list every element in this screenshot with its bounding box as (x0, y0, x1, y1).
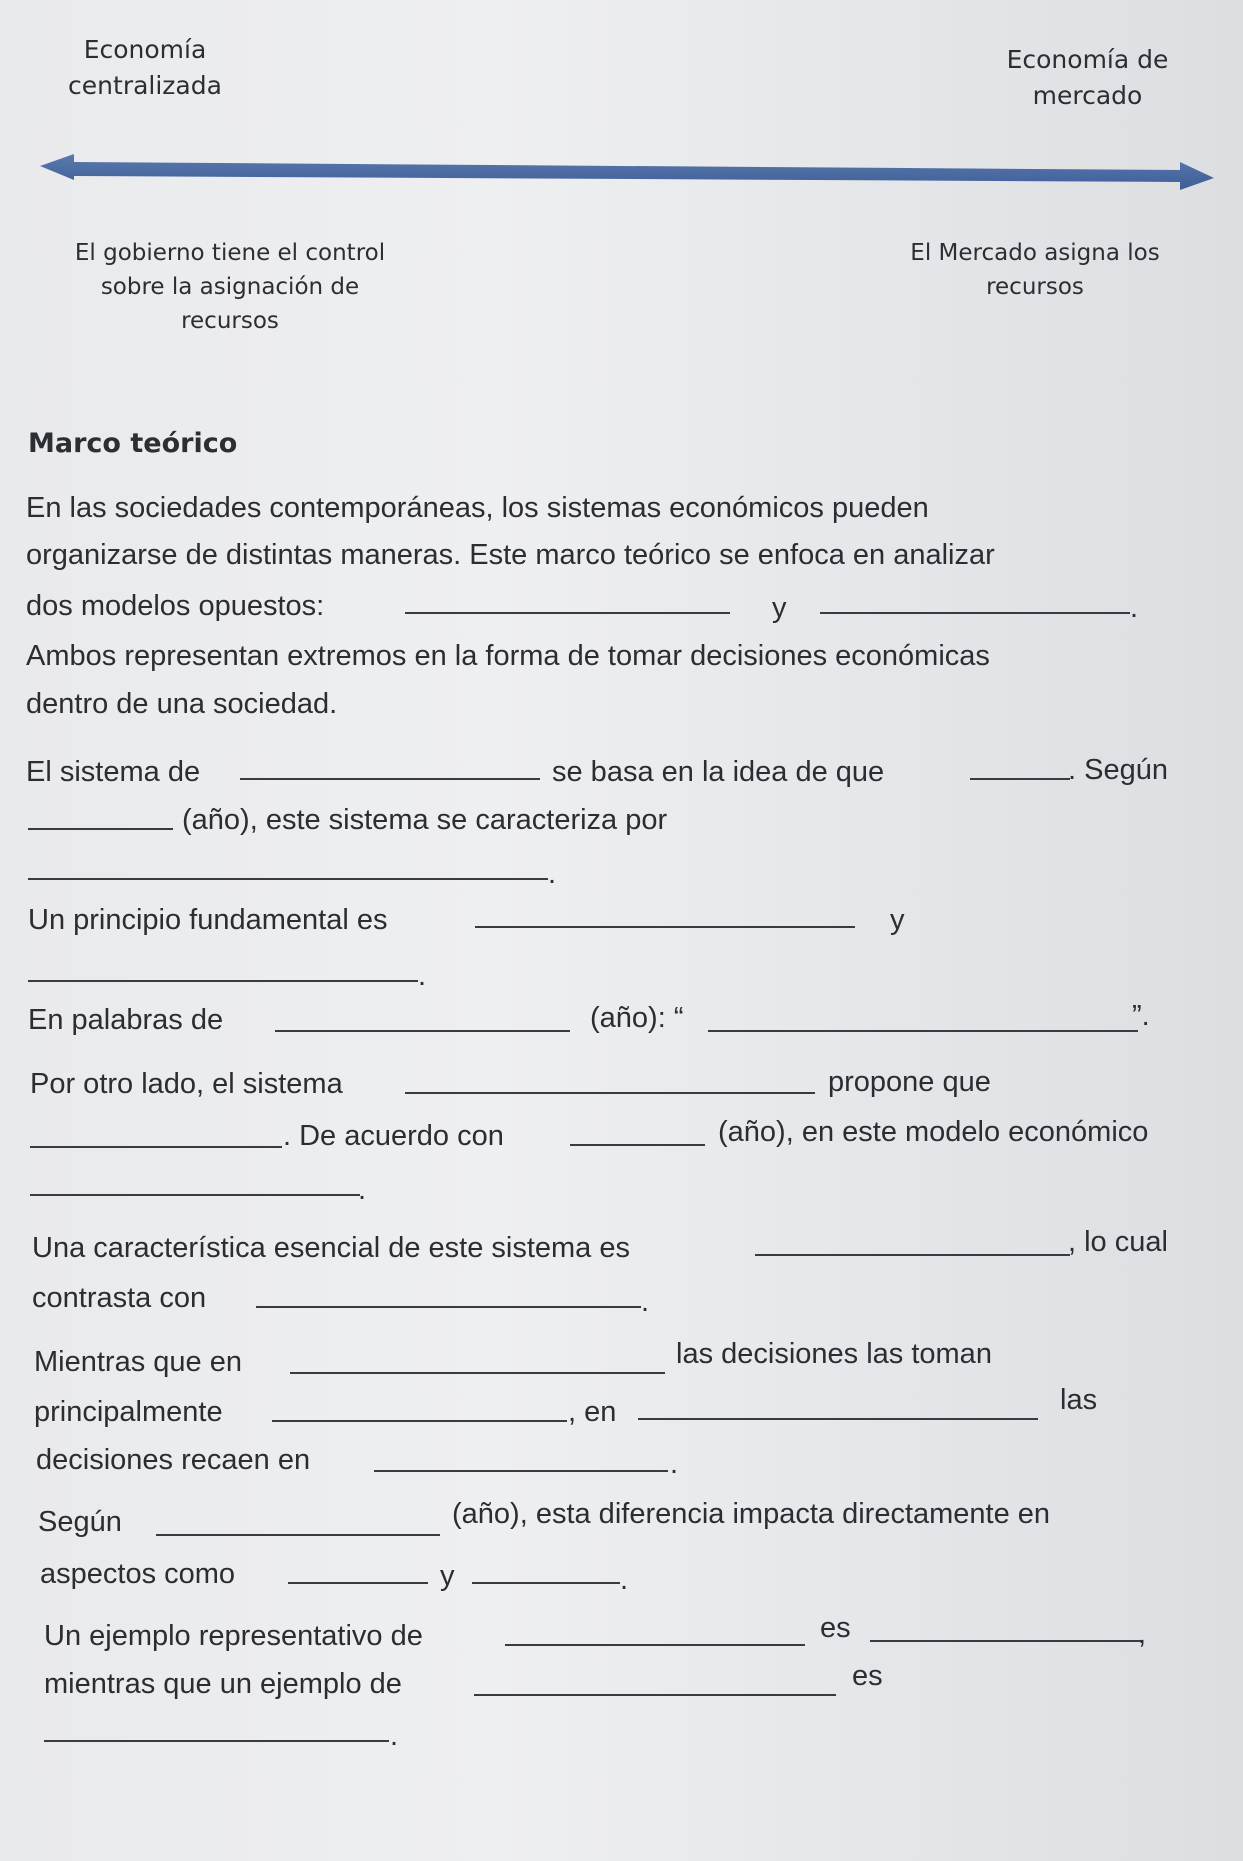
blank-field[interactable] (474, 1694, 836, 1696)
left-description (40, 236, 420, 338)
text-line: dos modelos opuestos: (26, 590, 325, 622)
left-label-line: centralizada (68, 71, 222, 100)
double-arrow-icon (40, 150, 1215, 194)
blank-field[interactable] (405, 612, 730, 614)
blank-field[interactable] (638, 1418, 1038, 1420)
blank-field[interactable] (475, 926, 855, 928)
text-line: Mientras que en (34, 1346, 242, 1378)
blank-field[interactable] (272, 1420, 567, 1422)
blank-field[interactable] (290, 1372, 665, 1374)
text-line: Un principio fundamental es (28, 904, 388, 936)
left-label-line: Economía (83, 35, 207, 64)
text-line: Ambos representan extremos en la forma de tomar decisiones económicas (26, 640, 990, 672)
text-line: . (1130, 592, 1139, 624)
text-line: y (772, 592, 787, 624)
blank-field[interactable] (374, 1470, 668, 1472)
text-line: . (548, 858, 557, 890)
text-line: . (358, 1174, 367, 1206)
text-line: . Según (1068, 754, 1168, 786)
text-line: Un ejemplo representativo de (44, 1620, 423, 1652)
right-label-line: Economía de (1006, 45, 1169, 74)
left-label (50, 32, 240, 104)
text-line: , en (568, 1396, 617, 1428)
text-line: (año): “ (590, 1002, 684, 1034)
blank-field[interactable] (156, 1534, 440, 1536)
left-desc-line: El gobierno tiene el control (74, 240, 386, 266)
text-line: mientras que un ejemplo de (44, 1668, 402, 1700)
blank-field[interactable] (28, 980, 418, 982)
text-line: En palabras de (28, 1004, 224, 1036)
text-line: Por otro lado, el sistema (30, 1068, 343, 1100)
blank-field[interactable] (472, 1582, 620, 1584)
text-line: . (670, 1448, 679, 1480)
text-line: (año), en este modelo económico (718, 1116, 1149, 1148)
text-line: . (620, 1564, 629, 1596)
right-description (885, 236, 1185, 304)
right-label-line: mercado (1032, 81, 1143, 110)
text-line: ”. (1132, 1000, 1150, 1032)
text-line: principalmente (34, 1396, 223, 1428)
text-line: El sistema de (26, 756, 201, 788)
text-line: dentro de una sociedad. (26, 688, 338, 720)
blank-field[interactable] (30, 1194, 360, 1196)
text-line: (año), este sistema se caracteriza por (182, 804, 668, 836)
text-line: . De acuerdo con (283, 1120, 504, 1152)
blank-field[interactable] (28, 878, 548, 880)
blank-field[interactable] (405, 1092, 815, 1094)
text-line: , (1138, 1618, 1147, 1650)
text-line: aspectos como (40, 1558, 236, 1590)
text-line: , lo cual (1068, 1226, 1168, 1258)
right-label (975, 42, 1200, 114)
blank-field[interactable] (708, 1030, 1138, 1032)
text-line: Según (38, 1506, 122, 1538)
text-line: (año), esta diferencia impacta directamente en (452, 1498, 1051, 1530)
text-line: . (390, 1720, 399, 1752)
left-desc-line: sobre la asignación de (100, 274, 360, 300)
right-desc-line: recursos (986, 274, 1084, 300)
blank-field[interactable] (570, 1144, 705, 1146)
text-line: las decisiones las toman (676, 1338, 992, 1370)
blank-field[interactable] (505, 1644, 805, 1646)
text-line: . (418, 960, 427, 992)
blank-field[interactable] (44, 1740, 389, 1742)
text-line: es (852, 1660, 883, 1692)
section-heading: Marco teórico (28, 428, 238, 459)
blank-field[interactable] (870, 1640, 1142, 1642)
left-desc-line: recursos (181, 308, 279, 334)
blank-field[interactable] (288, 1582, 428, 1584)
right-desc-line: El Mercado asigna los (910, 240, 1160, 266)
blank-field[interactable] (30, 1146, 282, 1148)
text-line: y (440, 1560, 455, 1592)
text-line: y (890, 904, 905, 936)
text-line: contrasta con (32, 1282, 207, 1314)
text-line: es (820, 1612, 851, 1644)
text-line: . (641, 1286, 650, 1318)
blank-field[interactable] (275, 1030, 570, 1032)
text-line: En las sociedades contemporáneas, los sistemas económicos pueden (26, 492, 929, 524)
text-line: las (1060, 1384, 1098, 1416)
blank-field[interactable] (28, 828, 173, 830)
blank-field[interactable] (820, 612, 1130, 614)
text-line: organizarse de distintas maneras. Este marco teórico se enfoca en analizar (26, 539, 995, 571)
blank-field[interactable] (256, 1306, 641, 1308)
text-line: decisiones recaen en (36, 1444, 311, 1476)
blank-field[interactable] (755, 1254, 1070, 1256)
blank-field[interactable] (970, 778, 1070, 780)
text-line: se basa en la idea de que (552, 756, 885, 788)
blank-field[interactable] (240, 778, 540, 780)
text-line: propone que (828, 1066, 991, 1098)
text-line: Una característica esencial de este sistema es (32, 1232, 630, 1264)
